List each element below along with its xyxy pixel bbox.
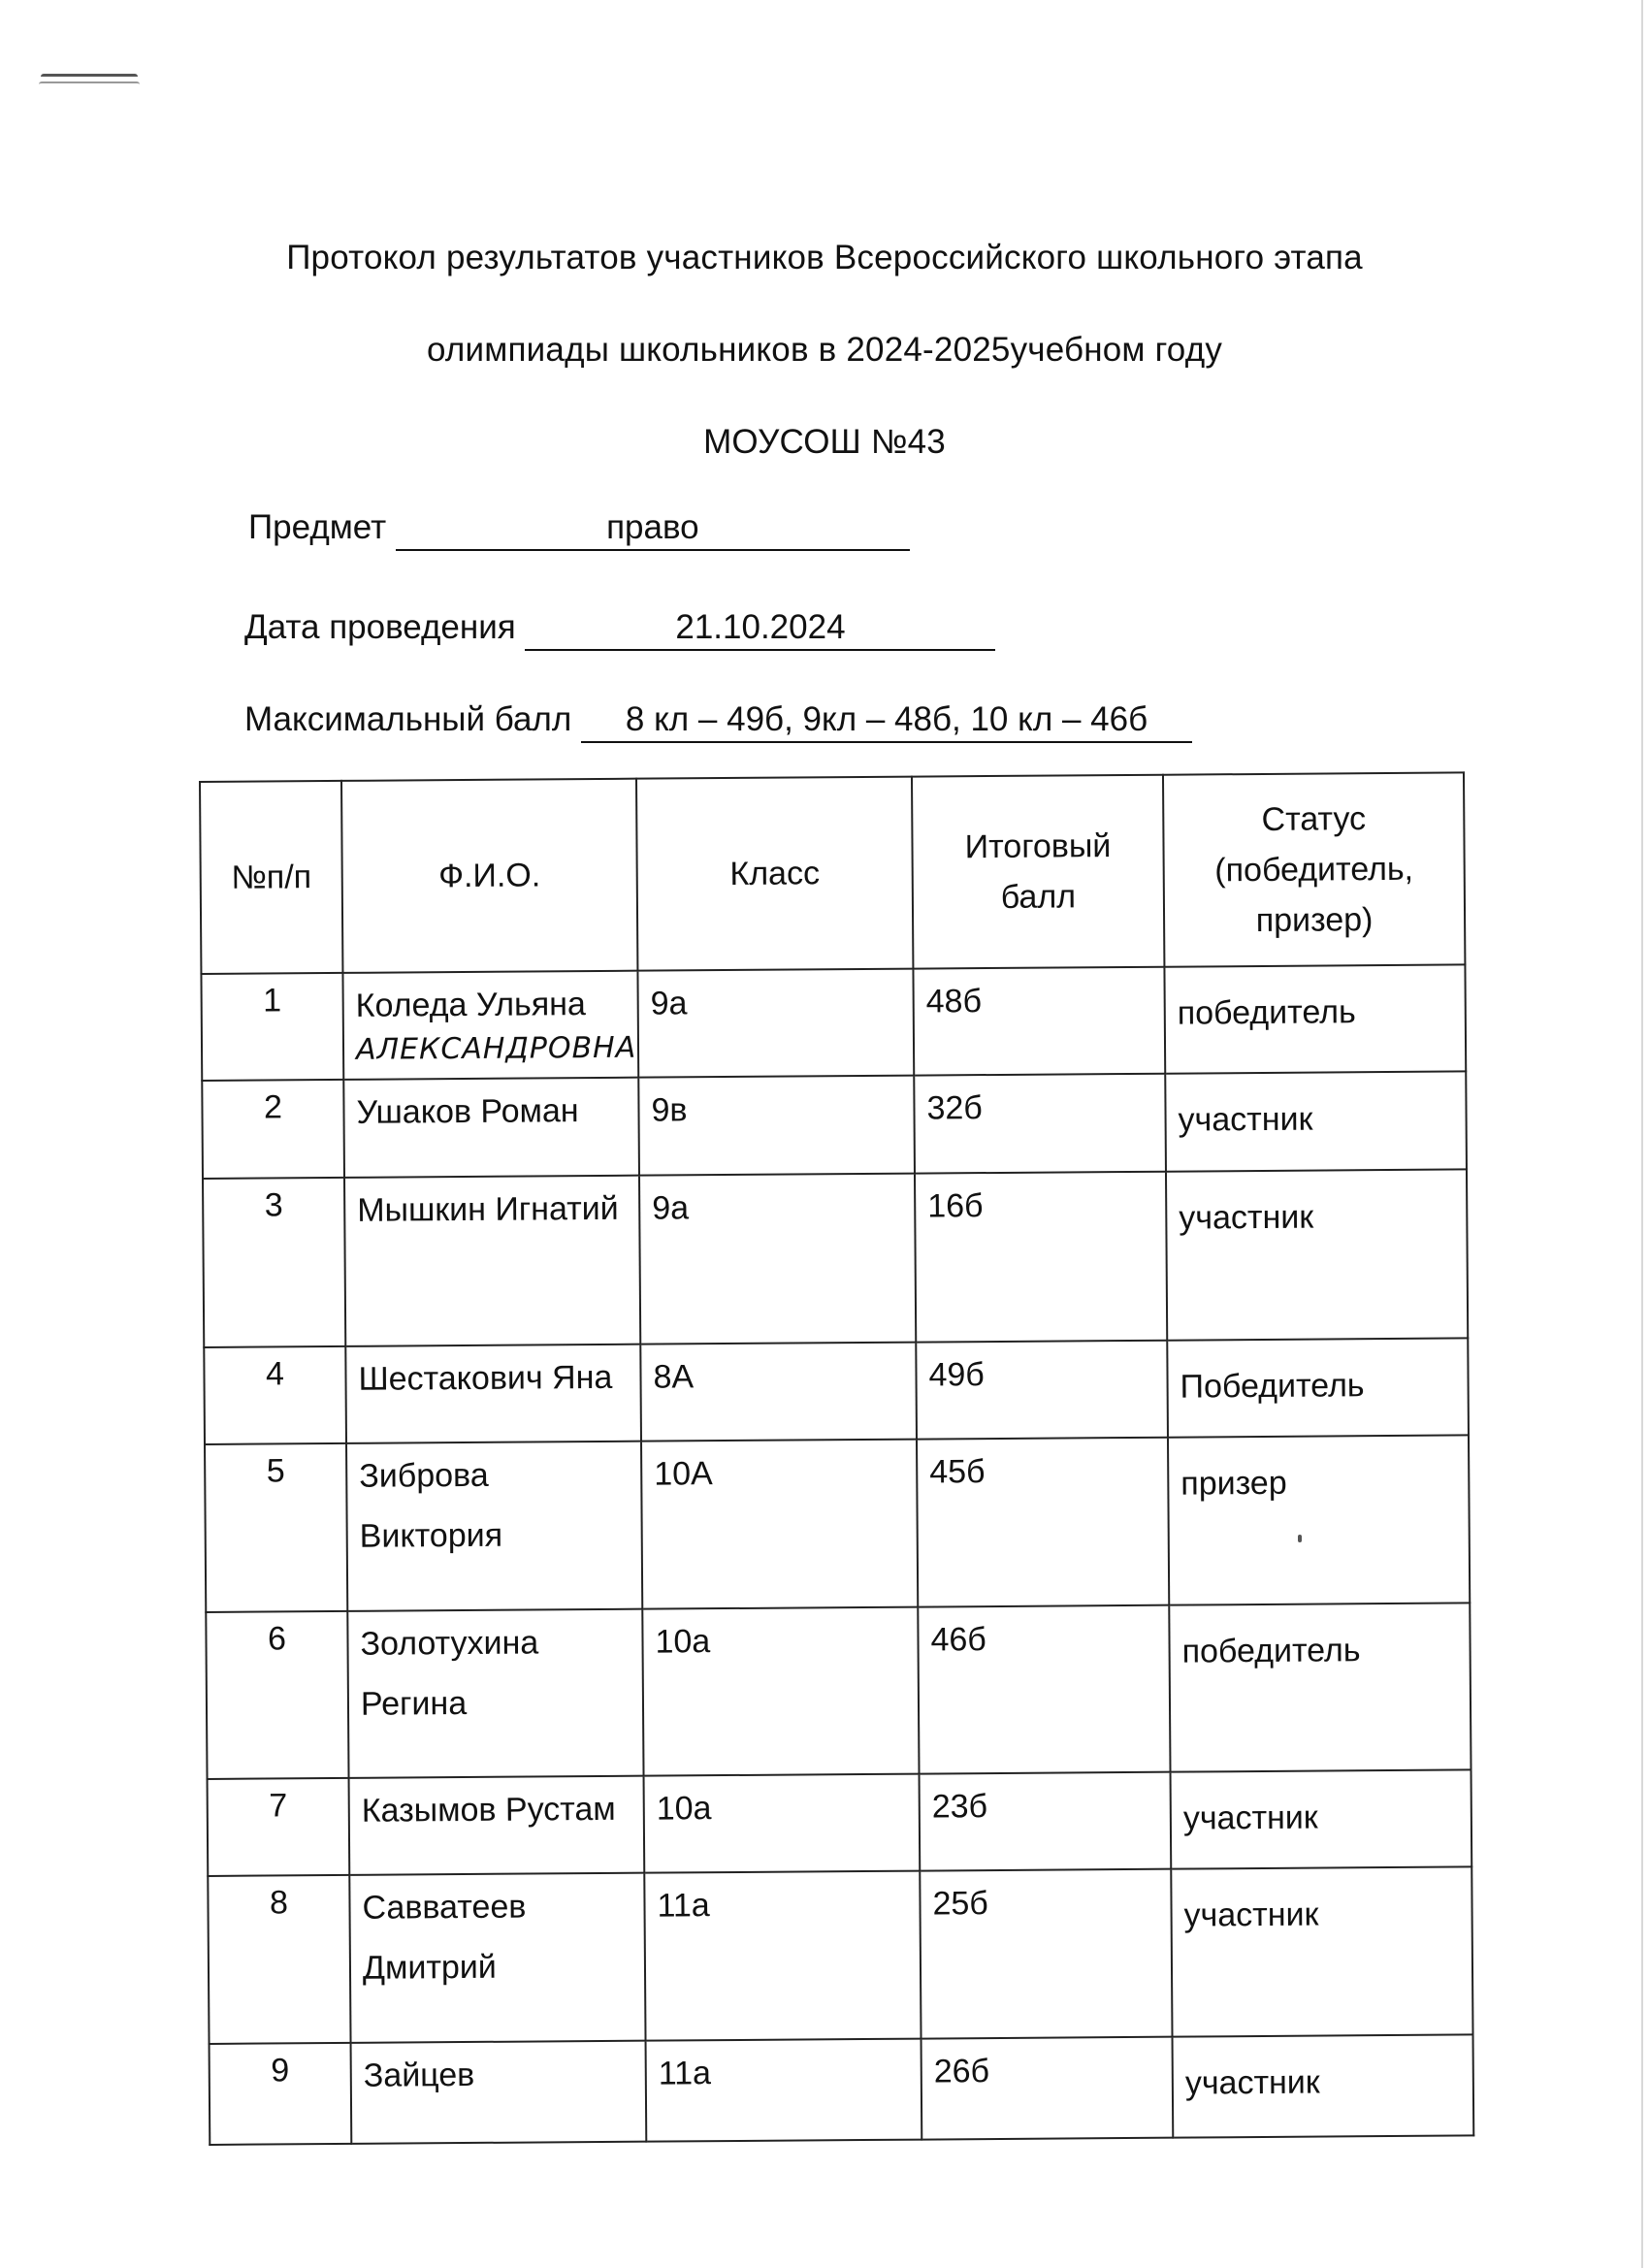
row-name: Золотухина Регина [347,1608,643,1778]
table-row [208,1867,1472,2044]
row-class: 11а [646,2038,922,2141]
row-name: Зайцев [351,2040,647,2144]
row-score: 32б [914,1074,1166,1173]
row-name: Савватеев Дмитрий [349,1873,645,2043]
row-status: победитель [1164,964,1466,1074]
col-header-class: Класс [636,777,913,971]
row-status: участник [1171,1867,1472,2037]
row-name: Зиброва Виктория [346,1442,642,1611]
row-number: 4 [204,1346,346,1444]
row-score: 16б [915,1171,1167,1342]
row-number: 1 [201,973,343,1081]
row-score: 26б [922,2036,1174,2139]
table-row [205,1436,1470,1612]
row-score: 45б [917,1438,1169,1606]
table-header-row [200,772,1465,974]
row-status: победитель [1169,1603,1471,1772]
row-name: Казымов Рустам [349,1776,645,1875]
max-score-value: 8 кл – 49б, 9кл – 48б, 10 кл – 46б [581,700,1192,743]
table-row [202,1072,1467,1179]
row-status: участник [1171,1769,1472,1869]
row-class: 10а [642,1606,919,1775]
table-row [206,1603,1471,1779]
row-status: Победитель [1167,1338,1469,1438]
row-score: 46б [918,1604,1170,1773]
ink-speck [1298,1535,1302,1542]
row-number: 2 [202,1080,344,1178]
col-header-status: Статус (победитель, призер) [1163,772,1465,966]
row-number: 7 [208,1778,350,1876]
row-class: 9в [638,1076,915,1175]
title-line-2: олимпиады школьников в 2024-2025учебном году [426,331,1223,369]
table-row [203,1169,1468,1347]
row-score: 49б [916,1341,1168,1440]
subject-label: Предмет [248,508,387,546]
row-number: 8 [208,1875,350,2043]
row-score: 25б [920,1869,1172,2038]
row-name: Шестакович Яна [345,1345,641,1443]
results-table [199,771,1472,2146]
subject-value: право [396,508,910,551]
row-number: 6 [206,1610,348,1778]
title-line-1: Протокол результатов участников Всероссийского школьного этапа [286,239,1363,276]
col-header-name: Ф.И.О. [341,779,637,973]
row-number: 5 [205,1443,347,1611]
table-row [210,2034,1474,2145]
table-row [208,1769,1472,1876]
row-class: 9а [639,1173,916,1344]
row-name-cell [342,971,638,1080]
school-name: МОУСОШ №43 [703,423,946,461]
subject-field [248,508,910,551]
staple-mark-shadow [39,81,140,89]
row-number: 9 [210,2043,352,2145]
row-name: Коледа Ульяна [355,986,586,1024]
row-status: участник [1166,1169,1468,1341]
row-status: участник [1173,2034,1474,2138]
row-class: 10А [641,1440,918,1608]
row-score: 48б [913,967,1165,1076]
row-class: 10а [644,1774,921,1873]
row-score: 23б [920,1772,1172,1871]
row-status: участник [1165,1072,1467,1172]
date-field [244,608,995,651]
row-class: 8А [640,1343,917,1442]
col-header-number: №п/п [200,781,342,974]
row-name: Ушаков Роман [343,1078,639,1177]
row-class: 11а [644,1871,921,2040]
max-score-field [244,700,1192,743]
table-row [201,964,1466,1081]
handwritten-patronymic: АЛЕКСАНДРОВНА [355,1030,637,1067]
row-class: 9а [637,969,914,1078]
date-value: 21.10.2024 [525,608,995,651]
row-name: Мышкин Игнатий [344,1175,640,1346]
max-score-label: Максимальный балл [244,700,572,738]
row-number: 3 [203,1177,345,1346]
date-label: Дата проведения [244,608,516,646]
row-status: призер [1168,1436,1470,1605]
col-header-score: Итоговый балл [912,775,1164,969]
table-row [204,1338,1469,1444]
